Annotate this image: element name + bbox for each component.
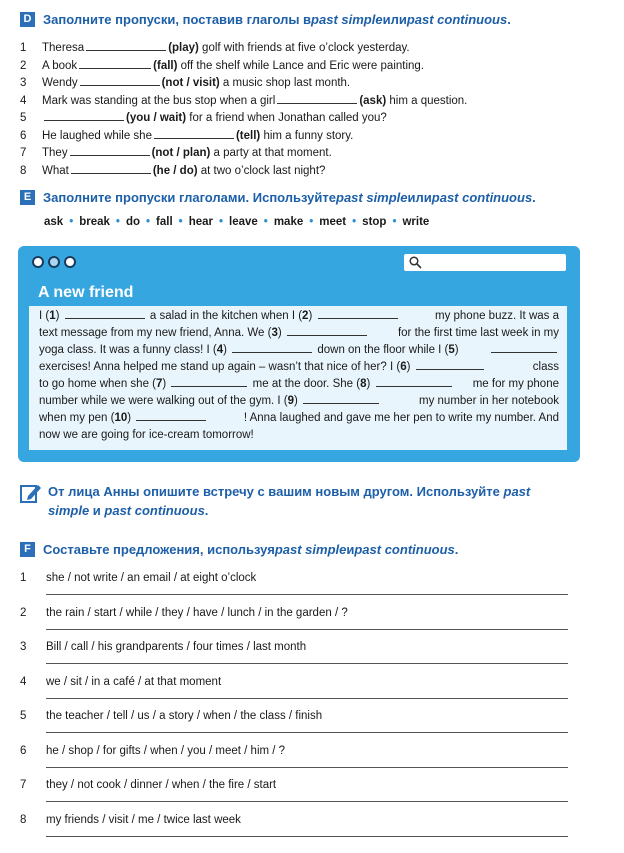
word-bank-item: write [402, 216, 430, 228]
item-number: 7 [20, 779, 27, 791]
item-number: 6 [20, 744, 27, 757]
word-bank-item: ask [44, 216, 64, 228]
exercise-item [20, 40, 610, 57]
item-number: 3 [20, 77, 27, 89]
bullet-icon: • [146, 216, 151, 228]
answer-blank[interactable] [70, 145, 150, 156]
item-text: Theresa [42, 42, 85, 54]
item-number: 1 [20, 42, 27, 54]
bullet-icon: • [178, 216, 183, 228]
writing-task: От лица Анны опишите встречу с вашим новым другом. Используйте past simple и past continuous. [20, 482, 568, 520]
window-controls [32, 256, 76, 268]
card-title: A new friend [38, 284, 134, 301]
bullet-icon: • [309, 216, 314, 228]
window-dot-icon [32, 256, 44, 268]
item-text: him a question. [386, 94, 468, 107]
word-bank-item: fall [156, 216, 173, 228]
item-number: 3 [20, 641, 27, 653]
item-number: 7 [20, 147, 27, 159]
item-text: for a friend when Jonathan called you? [186, 112, 387, 124]
text-line: text message from my new friend, Anna. We (3) for the first time last week in my [39, 327, 559, 339]
item-number: 4 [20, 94, 27, 107]
section-e-title: E Заполните пропуски глаголами. Используйте past simple или past continuous . [20, 190, 536, 205]
item-text: Mark was standing at the bus stop when a girl [42, 94, 276, 107]
search-icon [409, 256, 422, 269]
sentence-prompt: the teacher / tell / us / a story / when / the class / finish [46, 710, 323, 722]
answer-line[interactable] [46, 732, 568, 733]
exercise-item [20, 58, 610, 75]
item-text: at two o’clock last night? [197, 164, 326, 177]
answer-blank[interactable] [44, 110, 124, 121]
item-text: What [42, 164, 69, 177]
item-number: 6 [20, 129, 27, 142]
verb-hint: (play) [168, 42, 199, 54]
item-number: 2 [20, 606, 27, 619]
verb-hint: (not / plan) [151, 147, 211, 159]
text-line: when my pen (10) ! Anna laughed and gave me her pen to write my number. And [39, 412, 559, 424]
verb-hint: (not / visit) [161, 77, 220, 89]
sentence-prompt: we / sit / in a café / at that moment [46, 675, 222, 688]
item-text: golf with friends at five o’clock yesterday. [198, 42, 410, 54]
exercise-item [20, 93, 610, 110]
answer-line[interactable] [46, 767, 568, 768]
text-line: to go home when she (7) me at the door. She (8) me for my phone [39, 378, 559, 390]
word-bank-item: break [79, 216, 110, 228]
sentence-item [20, 779, 568, 815]
bullet-icon: • [352, 216, 357, 228]
text-line: number while we were walking out of the gym. I (9) my number in her notebook [39, 395, 559, 407]
sentence-item [20, 745, 568, 781]
sentence-prompt: she / not write / an email / at eight o’clock [46, 572, 257, 584]
text-line: I (1) a salad in the kitchen when I (2) my phone buzz. It was a [39, 310, 559, 322]
search-input[interactable] [404, 254, 566, 271]
word-bank-item: stop [362, 216, 387, 228]
sentence-prompt: they / not cook / dinner / when / the fire / start [46, 779, 277, 791]
item-number: 8 [20, 813, 27, 826]
item-text: a party at that moment. [210, 147, 332, 159]
sentence-prompt: Bill / call / his grandparents / four times / last month [46, 641, 307, 653]
word-bank-item: do [125, 216, 140, 228]
item-text: He laughed while she [42, 129, 152, 142]
card-text [29, 306, 567, 450]
section-f-badge: F [20, 542, 35, 557]
item-number: 5 [20, 710, 27, 722]
sentence-prompt: the rain / start / while / they / have / lunch / in the garden / ? [46, 606, 348, 619]
item-number: 2 [20, 59, 27, 72]
window-dot-icon [64, 256, 76, 268]
sentence-prompt: my friends / visit / me / twice last week [46, 813, 241, 826]
answer-blank[interactable] [277, 93, 357, 104]
item-text: him a funny story. [260, 129, 354, 142]
answer-blank[interactable] [86, 40, 166, 51]
exercise-item [20, 75, 610, 92]
word-bank-item: meet [319, 216, 347, 228]
sentence-item [20, 710, 568, 746]
section-f-title: F Составьте предложения, используя past simple и past continuous . [20, 542, 458, 557]
sentence-item [20, 814, 568, 850]
item-text: a music shop last month. [219, 77, 351, 89]
text-line: yoga class. It was a funny class! I (4) down on the floor while I (5) [39, 342, 559, 359]
sentence-item [20, 607, 568, 643]
pencil-icon [20, 482, 42, 504]
word-bank [44, 216, 429, 228]
answer-line[interactable] [46, 836, 568, 837]
word-bank-item: leave [229, 216, 258, 228]
bullet-icon: • [218, 216, 224, 228]
item-text: Wendy [42, 77, 78, 89]
exercise-item [20, 110, 610, 127]
text-line: exercises! Anna helped me stand up again – wasn’t that nice of her? I (6) class [39, 361, 559, 373]
answer-line[interactable] [46, 594, 568, 595]
verb-hint: (fall) [153, 59, 178, 72]
item-text: They [42, 147, 68, 159]
item-text: off the shelf while Lance and Eric were painting. [177, 59, 425, 72]
verb-hint: (tell) [235, 129, 261, 142]
verb-hint: (you / wait) [126, 112, 187, 124]
item-text: A book [42, 59, 78, 72]
section-d-title: D Заполните пропуски, поставив глаголы в past simple или past continuous . [20, 12, 511, 27]
sentence-prompt: he / shop / for gifts / when / you / meet / him / ? [46, 744, 286, 757]
sentence-item [20, 572, 568, 608]
answer-blank[interactable] [71, 163, 151, 174]
verb-hint: (ask) [359, 94, 387, 107]
verb-hint: (he / do) [152, 164, 198, 177]
item-number: 4 [20, 675, 27, 688]
answer-line[interactable] [46, 663, 568, 664]
answer-line[interactable] [46, 698, 568, 699]
sentence-item [20, 676, 568, 712]
bullet-icon: • [263, 216, 268, 228]
section-e-badge: E [20, 190, 35, 205]
bullet-icon: • [115, 216, 120, 228]
section-d-badge: D [20, 12, 35, 27]
answer-line[interactable] [46, 801, 568, 802]
item-number: 1 [20, 572, 27, 584]
word-bank-item: hear [188, 216, 213, 228]
word-bank-item: make [273, 216, 304, 228]
exercise-item [20, 128, 610, 145]
item-number: 5 [20, 112, 27, 124]
window-dot-icon [48, 256, 60, 268]
answer-blank[interactable] [154, 128, 234, 139]
text-line: now we are going for ice-cream tomorrow! [39, 429, 254, 441]
item-number: 8 [20, 164, 27, 177]
bullet-icon: • [69, 216, 74, 228]
answer-line[interactable] [46, 629, 568, 630]
blog-post-card [18, 246, 580, 462]
sentence-item [20, 641, 568, 677]
exercise-item [20, 163, 610, 180]
bullet-icon: • [392, 216, 397, 228]
answer-blank[interactable] [80, 75, 160, 86]
exercise-item [20, 145, 610, 162]
answer-blank[interactable] [79, 58, 151, 69]
